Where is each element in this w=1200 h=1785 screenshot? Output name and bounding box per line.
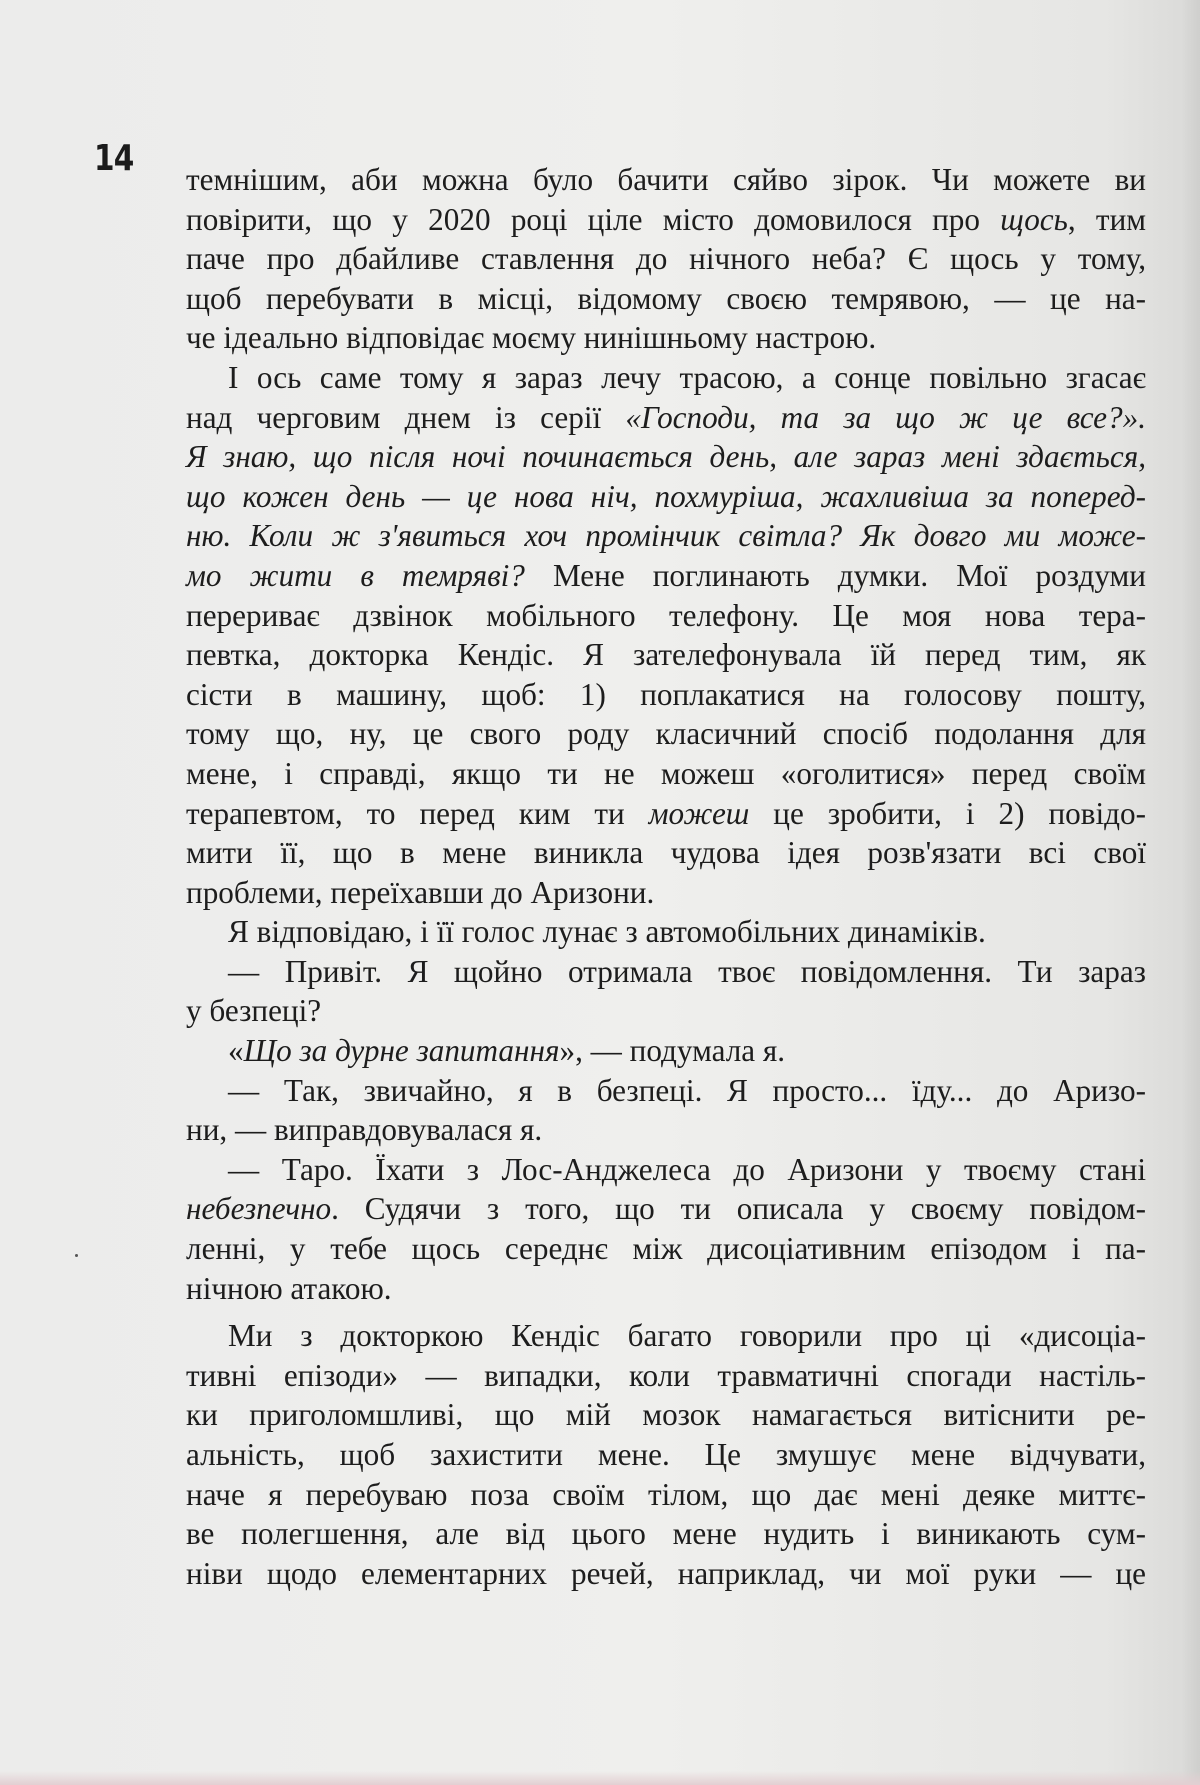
text-line: [186, 873, 1146, 913]
text-run: щоб перебувати в місці, відомому своєю темрявою, — це на-: [186, 280, 1146, 316]
page-edge-shadow: [1182, 0, 1200, 1785]
text-run: наче я перебуваю поза своїм тілом, що дає мені деяке миттє-: [186, 1476, 1146, 1512]
text-run: ки приголомшливі, що мій мозок намагається витіснити ре-: [186, 1397, 1146, 1433]
text-line: [186, 714, 1146, 754]
page-number: 14: [94, 138, 134, 179]
text-line: [186, 912, 1146, 952]
text-line: [186, 833, 1146, 873]
text-line: [186, 1554, 1146, 1594]
italic-text: «Господи, та за що ж це все?».: [625, 399, 1146, 435]
text-line: [186, 1110, 1146, 1150]
text-line: [186, 477, 1146, 517]
text-line: [186, 952, 1146, 992]
italic-text: можеш: [648, 795, 750, 831]
italic-text: що кожен день — це нова ніч, похмуріша, жахливіша за поперед-: [186, 478, 1146, 514]
text-line: [186, 1395, 1146, 1435]
text-line: [186, 318, 1146, 358]
text-run: — Привіт. Я щойно отримала твоє повідомлення. Ти зараз: [228, 953, 1146, 989]
text-line: [186, 239, 1146, 279]
text-line: [186, 1150, 1146, 1190]
text-line: [186, 1031, 1146, 1071]
text-run: «: [228, 1033, 244, 1069]
text-run: у безпеці?: [186, 993, 322, 1029]
italic-text: Я знаю, що після ночі починається день, але зараз мені здається,: [186, 439, 1146, 475]
text-line: [186, 991, 1146, 1031]
text-line: [186, 1189, 1146, 1229]
text-line: [186, 1071, 1146, 1111]
text-line: [186, 358, 1146, 398]
text-line: [186, 1356, 1146, 1396]
text-line: [186, 1269, 1146, 1309]
text-run: темнішим, аби можна було бачити сяйво зірок. Чи можете ви: [186, 162, 1146, 197]
text-run: мити її, що в мене виникла чудова ідея розв'язати всі свої: [186, 835, 1146, 871]
text-run: », — подумала я.: [559, 1033, 786, 1069]
text-run: проблеми, переїхавши до Аризони.: [186, 874, 655, 910]
italic-text: щось: [1000, 201, 1068, 237]
text-run: ніви щодо елементарних речей, наприклад, чи мої руки — це: [186, 1555, 1146, 1591]
text-run: тому що, ну, це свого роду класичний спосіб подолання для: [186, 716, 1146, 752]
text-run: , тим: [1067, 201, 1146, 237]
text-run: паче про дбайливе ставлення до нічного неба? Є щось у тому,: [186, 241, 1146, 277]
text-run: терапевтом, то перед ким ти: [186, 795, 649, 831]
speck: [75, 1254, 78, 1257]
text-line: [186, 279, 1146, 319]
text-run: че ідеально відповідає моєму нинішньому настрою.: [186, 320, 877, 356]
text-run: ленні, у тебе щось середнє між дисоціативним епізодом і па-: [186, 1231, 1146, 1267]
italic-text: ню. Коли ж з'явиться хоч промінчик світла? Як довго ми може-: [186, 518, 1146, 554]
body-text: [186, 160, 1146, 1593]
text-run: Я відповідаю, і її голос лунає з автомобільних динаміків.: [228, 914, 986, 950]
text-line: [186, 1316, 1146, 1356]
text-line: [186, 675, 1146, 715]
text-run: перериває дзвінок мобільного телефону. Це моя нова тера-: [186, 597, 1146, 633]
text-line: [186, 1514, 1146, 1554]
text-run: ни, — виправдовувалася я.: [186, 1112, 543, 1148]
text-run: — Таро. Їхати з Лос-Анджелеса до Аризони у твоєму стані: [228, 1151, 1146, 1187]
text-line: [186, 1229, 1146, 1269]
text-run: ве полегшення, але від цього мене нудить і виникають сум-: [186, 1516, 1146, 1552]
text-line: [186, 794, 1146, 834]
italic-text: Що за дурне запитання: [243, 1033, 560, 1069]
text-line: [186, 635, 1146, 675]
text-line: [186, 437, 1146, 477]
italic-text: мо жити в темряві?: [186, 557, 525, 593]
text-line: [186, 1435, 1146, 1475]
text-line: [186, 398, 1146, 438]
text-run: І ось саме тому я зараз лечу трасою, а сонце повільно згасає: [228, 359, 1146, 395]
text-run: мене, і справді, якщо ти не можеш «оголитися» перед своїм: [186, 755, 1146, 791]
text-run: повірити, що у 2020 році ціле місто домовилося про: [186, 201, 1001, 237]
text-line: [186, 516, 1146, 556]
italic-text: небезпечно: [186, 1191, 332, 1227]
text-line: [186, 200, 1146, 240]
text-run: Мене поглинають думки. Мої роздуми: [524, 557, 1146, 593]
text-run: . Судячи з того, що ти описала у своєму повідом-: [331, 1191, 1146, 1227]
text-run: тивні епізоди» — випадки, коли травматичні спогади настіль-: [186, 1357, 1146, 1393]
text-line: [186, 754, 1146, 794]
text-line: [186, 556, 1146, 596]
text-run: — Так, звичайно, я в безпеці. Я просто... їду... до Аризо-: [228, 1072, 1146, 1108]
text-line: [186, 160, 1146, 200]
text-run: Ми з докторкою Кендіс багато говорили про ці «дисоціа-: [228, 1318, 1146, 1354]
text-run: нічною атакою.: [186, 1270, 392, 1306]
page-bottom-edge: [0, 1771, 1200, 1785]
text-run: це зробити, і 2) повідо-: [749, 795, 1146, 831]
text-run: над черговим днем із серії: [186, 399, 626, 435]
text-line: [186, 1475, 1146, 1515]
text-run: альність, щоб захистити мене. Це змушує мене відчувати,: [186, 1437, 1146, 1472]
text-run: певтка, докторка Кендіс. Я зателефонувала їй перед тим, як: [186, 637, 1146, 673]
text-run: сісти в машину, щоб: 1) поплакатися на голосову пошту,: [186, 676, 1146, 712]
text-line: [186, 596, 1146, 636]
